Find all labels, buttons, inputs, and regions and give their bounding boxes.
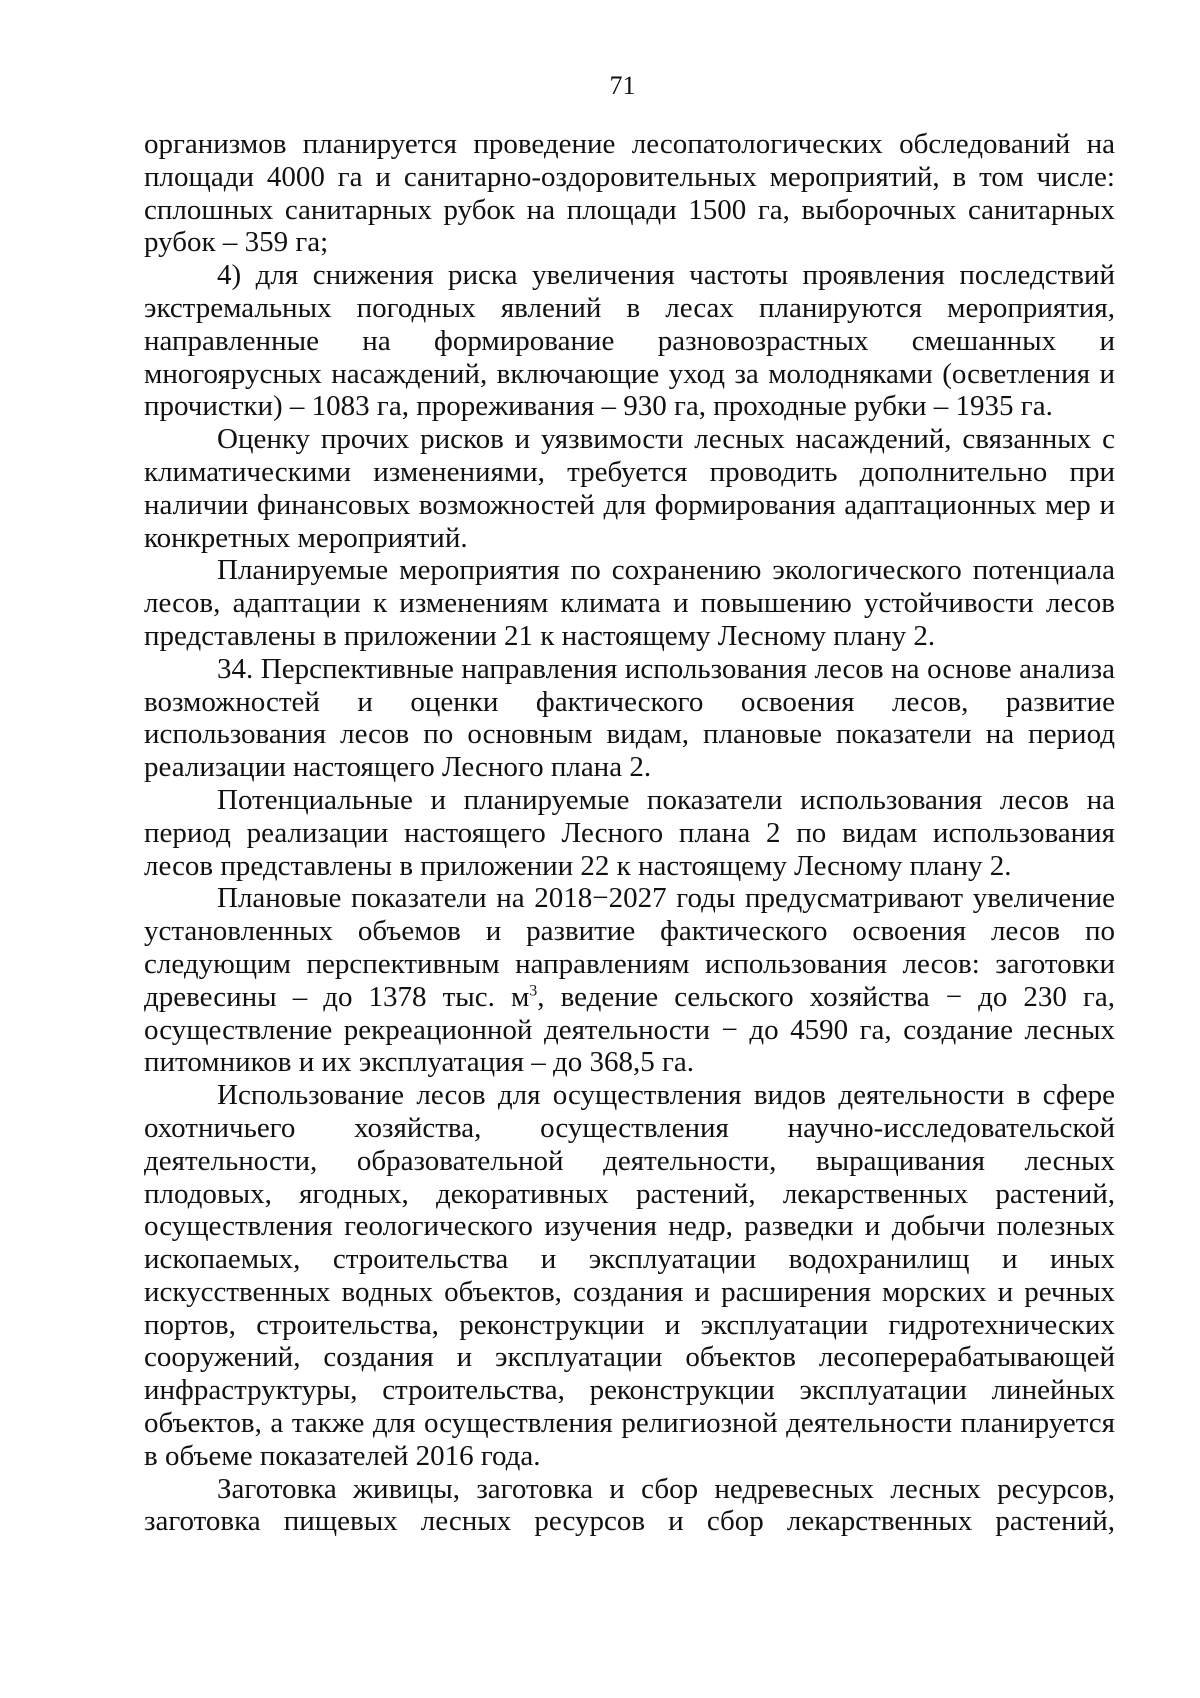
paragraph-item-4: 4) для снижения риска увеличения частоты проявления последствий экстремальных погодных явлений в лесах планируются мероприятия, направленные на формирование разновозрастных смешанных и многоярусных насаждений, включающие уход за молодняками (осветления и прочистки) – 1083 га, прореживания – 930 га, проходные рубки – 1935 га. xyxy=(144,259,1115,423)
paragraph-planned-indicators xyxy=(144,882,1115,1079)
cubic-superscript: 3 xyxy=(529,982,538,1000)
paragraph-section-34: 34. Перспективные направления использования лесов на основе анализа возможностей и оценки фактического освоения лесов, развитие использования лесов по основным видам, плановые показатели на период реализации настоящего Лесного плана 2. xyxy=(144,652,1115,784)
planned-indicators-text-end: , ведение сельского хозяйства − до 230 га, осуществление рекреационной деятельности − до 4590 га, создание лесных питомников и их эксплуатация – до 368,5 га. xyxy=(144,980,1115,1079)
paragraph-continuation: организмов планируется проведение лесопатологических обследований на площади 4000 га и санитарно-оздоровительных мероприятий, в том числе: сплошных санитарных рубок на площади 1500 га, выборочных санитарных рубок – 359 га; xyxy=(144,128,1115,259)
page-number: 71 xyxy=(609,71,636,100)
paragraph-forest-use: Использование лесов для осуществления видов деятельности в сфере охотничьего хозяйства, осуществления научно-исследовательской деятельности, образовательной деятельности, выращивания лесных плодовых, ягодных, декоративных растений, лекарственных растений, осуществления геологического изучения недр, разведки и добычи полезных ископаемых, строительства и эксплуатации водохранилищ и иных искусственных водных объектов, создания и расширения морских и речных портов, строительства, реконструкции и эксплуатации гидротехнических сооружений, создания и эксплуатации объектов лесоперерабатывающей инфраструктуры, строительства, реконструкции эксплуатации линейных объектов, а также для осуществления религиозной деятельности планируется в объеме показателей 2016 года. xyxy=(144,1079,1115,1472)
paragraph-resin-harvesting: Заготовка живицы, заготовка и сбор недревесных лесных ресурсов, заготовка пищевых лесных ресурсов и сбор лекарственных растений, xyxy=(144,1472,1115,1538)
paragraph-potential-indicators: Потенциальные и планируемые показатели использования лесов на период реализации настоящего Лесного плана 2 по видам использования лесов представлены в приложении 22 к настоящему Лесному плану 2. xyxy=(144,783,1115,882)
paragraph-risk-assessment: Оценку прочих рисков и уязвимости лесных насаждений, связанных с климатическими изменениями, требуется проводить дополнительно при наличии финансовых возможностей для формирования адаптационных мер и конкретных мероприятий. xyxy=(144,423,1115,554)
paragraph-planned-measures: Планируемые мероприятия по сохранению экологического потенциала лесов, адаптации к изменениям климата и повышению устойчивости лесов представлены в приложении 21 к настоящему Лесному плану 2. xyxy=(144,554,1115,652)
planned-indicators-text-start: Плановые показатели на 2018−2027 годы предусматривают увеличение установленных объемов и развитие фактического освоения лесов по следующим перспективным направлениям использования лесов: заготовки древесины – до 1378 тыс. м xyxy=(144,882,1115,1013)
body-text xyxy=(144,128,1115,1538)
